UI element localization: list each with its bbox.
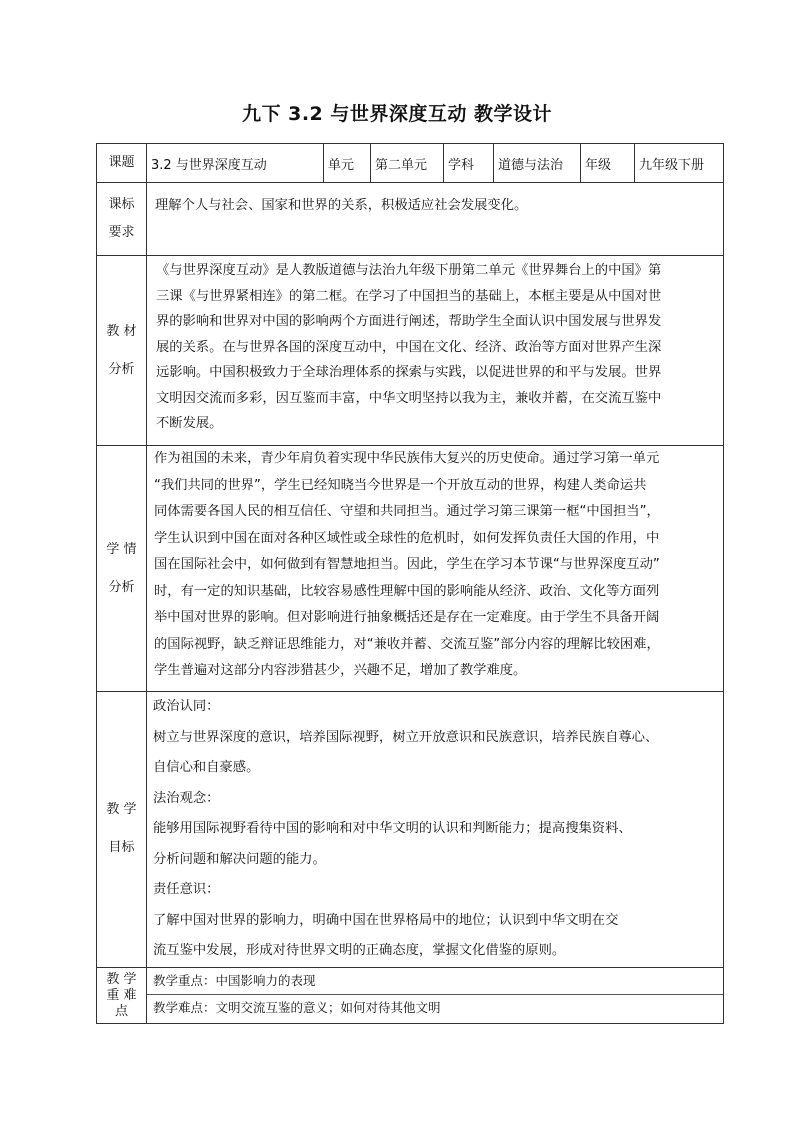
students-row — [97, 446, 724, 692]
goals-text: 政治认同： 树立与世界深度的意识，培养国际视野，树立开放意识和民族意识，培养民族自尊心、 自信心和自豪感。 法治观念： 能够用国际视野看待中国的影响和对中华文明的认识和判断能力；提高搜集资料、 分析问题和解决问题的能力。 责任意识： 了解中国对世界的影响力，明确中国在世界格局中的地位；认识到中华文明在交 流互鉴中发展，形成对待世界文明的正确态度，掌握文化借鉴的原则。 — [147, 692, 724, 968]
topic-label: 课题 — [97, 144, 147, 183]
goals-label: 教 学 目标 — [97, 692, 147, 968]
subject-value: 道德与法治 — [494, 144, 581, 183]
students-text: 作为祖国的未来，青少年肩负着实现中华民族伟大复兴的历史使命。通过学习第一单元 “我们共同的世界”，学生已经知晓当今世界是一个开放互动的世界，构建人类命运共 同体需要各国人民的相互信任、守望和共同担当。通过学习第三课第一框“中国担当”， 学生认识到中国在面对各种区域性或全球性的危机时，如何发挥负责任大国的作用，中 国在国际社会中，如何做到有智慧地担当。因此，学生在学习本节课“与世界深度互动” 时，有一定的知识基础，比较容易感性理解中国的影响能从经济、政治、文化等方面列 举中国对世界的影响。但对影响进行抽象概括还是存在一定难度。由于学生不具备开阔 的国际视野，缺乏辩证思维能力，对“兼收并蓄、交流互鉴”部分内容的理解比较困难， 学生普遍对这部分内容涉猎甚少，兴趣不足，增加了教学难度。 — [147, 446, 724, 692]
goal-heading: 法治观念： — [153, 790, 220, 806]
students-label: 学 情 分析 — [97, 446, 147, 692]
unit-value: 第二单元 — [371, 144, 444, 183]
standard-label: 课标 要求 — [97, 183, 147, 256]
standard-text: 理解个人与社会、国家和世界的关系，积极适应社会发展变化。 — [147, 183, 724, 256]
material-text: 《与世界深度互动》是人教版道德与法治九年级下册第二单元《世界舞台上的中国》第 三课《与世界紧相连》的第二框。在学习了中国担当的基础上，本框主要是从中国对世 界的影响和世界对中国的影响两个方面进行阐述，帮助学生全面认识中国发展与世界发 展的关系。在与世界各国的深度互动中，中国在文化、经济、政治等方面对世界产生深 远影响。中国积极致力于全球治理体系的探索与实践，以促进世界的和平与发展。世界 文明因交流而多彩，因互鉴而丰富，中华文明坚持以我为主，兼收并蓄，在交流互鉴中 不断发展。 — [147, 256, 724, 446]
teaching-focus: 教学重点：中国影响力的表现 — [147, 968, 723, 995]
grade-label: 年级 — [581, 144, 635, 183]
standard-row — [97, 183, 724, 256]
topic-value: 3.2 与世界深度互动 — [147, 144, 324, 183]
key-points-row — [97, 967, 724, 1023]
unit-label: 单元 — [324, 144, 371, 183]
goal-heading: 政治认同： — [153, 699, 220, 714]
lesson-plan-table — [96, 143, 724, 1024]
goals-row — [97, 692, 724, 968]
material-label: 教 材 分析 — [97, 256, 147, 446]
key-points-label: 教 学 重 难 点 — [97, 967, 147, 1023]
info-row — [97, 144, 724, 183]
document-title: 九下 3.2 与世界深度互动 教学设计 — [241, 103, 552, 125]
grade-value: 九年级下册 — [635, 144, 724, 183]
subject-label: 学科 — [444, 144, 494, 183]
teaching-difficulty: 教学难点：文明交流互鉴的意义；如何对待其他文明 — [153, 999, 441, 1015]
material-row — [97, 256, 724, 446]
key-points-content — [147, 967, 724, 1023]
goal-heading: 责任意识： — [153, 882, 220, 897]
